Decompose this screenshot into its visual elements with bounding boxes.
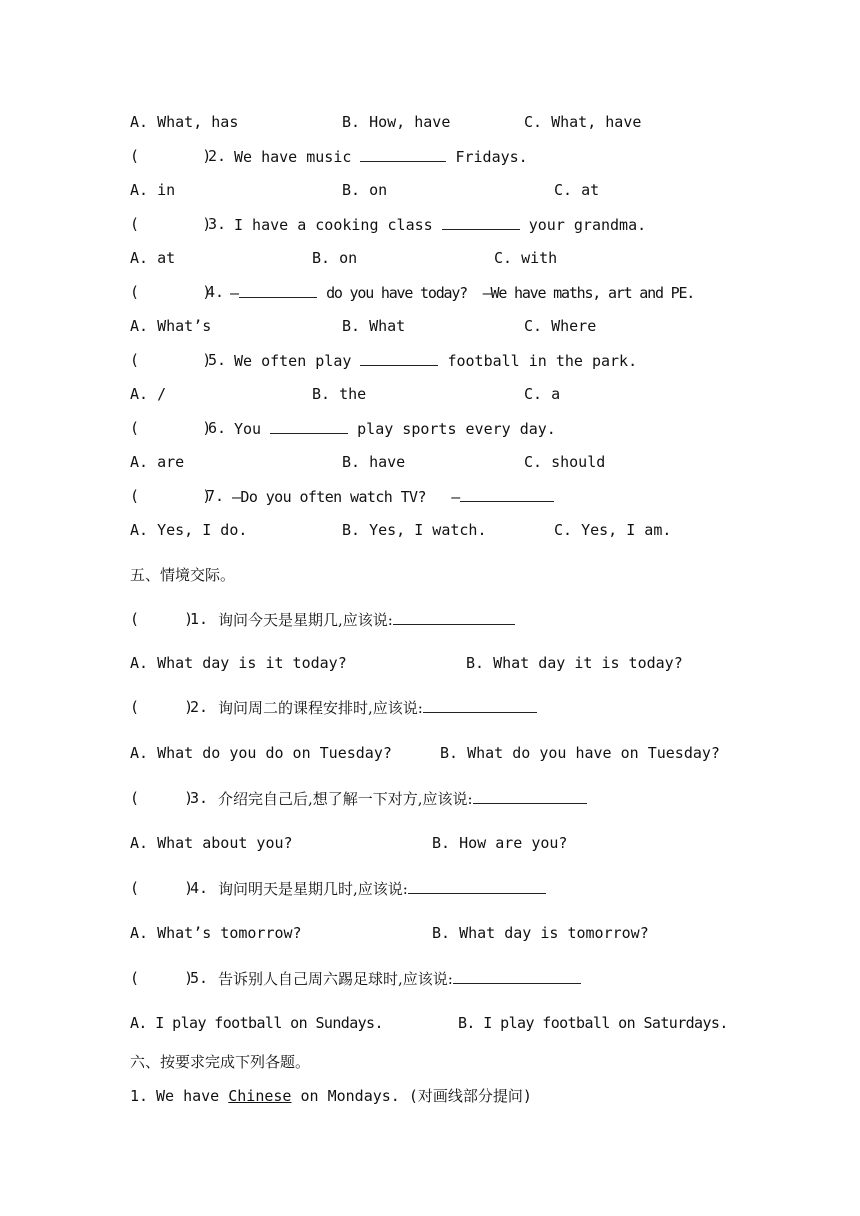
prompt: 介绍完自己后,想了解一下对方,应该说: [218, 788, 587, 809]
option-a: A. are [130, 453, 185, 471]
option-a: A. in [130, 181, 176, 199]
question-number: 1. [130, 1087, 149, 1105]
option-a: A. at [130, 249, 176, 267]
question-number: 3. [208, 215, 227, 233]
blank[interactable] [442, 214, 520, 230]
answer-paren[interactable]: ( ) [130, 879, 194, 897]
option-c: C. What, have [524, 113, 642, 131]
option-b: B. What do you have on Tuesday? [440, 744, 720, 762]
option-a: A. What day is it today? [130, 654, 347, 672]
option-a: A. What’s [130, 317, 212, 335]
question-number: 5. [190, 969, 209, 987]
question-text: I have a cooking class your grandma. [234, 216, 647, 234]
blank[interactable] [270, 418, 348, 434]
answer-paren[interactable]: ( ) [130, 789, 194, 807]
prompt: 询问今天是星期几,应该说: [218, 609, 515, 630]
option-a: A. What about you? [130, 834, 293, 852]
option-b: B. Yes, I watch. [342, 521, 487, 539]
question-number: 6. [208, 419, 227, 437]
option-b: B. What [342, 317, 406, 335]
blank[interactable] [360, 146, 446, 162]
blank[interactable] [423, 697, 537, 713]
question-text: You play sports every day. [234, 420, 556, 438]
section-6-heading: 六、按要求完成下列各题。 [130, 1053, 311, 1071]
task-1 [130, 1086, 532, 1146]
option-b: B. How are you? [432, 834, 568, 852]
underlined-word: Chinese [228, 1087, 292, 1105]
option-c: C. Where [524, 317, 597, 335]
blank[interactable] [453, 968, 581, 984]
answer-paren[interactable]: ( ) [130, 610, 194, 628]
option-c: C. with [494, 249, 558, 267]
question-text: — do you have today? —We have maths, art and PE. [230, 284, 695, 302]
option-b: B. What day it is today? [466, 654, 683, 672]
option-c: C. at [554, 181, 600, 199]
option-b: B. have [342, 453, 406, 471]
answer-paren[interactable]: ( ) [130, 698, 194, 716]
option-b: B. I play football on Saturdays. [458, 1014, 728, 1032]
option-c: C. a [524, 385, 561, 403]
question-number: 7. [206, 487, 225, 505]
question-text: We have music Fridays. [234, 148, 528, 166]
question-number: 4. [190, 879, 209, 897]
task-text: We have Chinese on Mondays. (对画线部分提问) [156, 1087, 532, 1105]
blank[interactable] [460, 486, 554, 502]
option-a: A. / [130, 385, 167, 403]
option-a: A. I play football on Sundays. [130, 1014, 383, 1032]
answer-paren[interactable]: ( ) [130, 487, 212, 505]
answer-paren[interactable]: ( ) [130, 215, 212, 233]
option-b: B. How, have [342, 113, 451, 131]
option-c: C. should [524, 453, 606, 471]
answer-paren[interactable]: ( ) [130, 283, 212, 301]
answer-paren[interactable]: ( ) [130, 969, 194, 987]
prompt: 询问周二的课程安排时,应该说: [218, 697, 537, 718]
blank[interactable] [239, 282, 317, 298]
option-c: C. Yes, I am. [554, 521, 672, 539]
option-b: B. the [312, 385, 367, 403]
blank[interactable] [408, 878, 546, 894]
option-a: A. What’s tomorrow? [130, 924, 302, 942]
answer-paren[interactable]: ( ) [130, 147, 212, 165]
question-number: 1. [190, 610, 209, 628]
option-b: B. on [312, 249, 358, 267]
question-number: 3. [190, 789, 209, 807]
option-b: B. What day is tomorrow? [432, 924, 649, 942]
answer-paren[interactable]: ( ) [130, 351, 212, 369]
answer-paren[interactable]: ( ) [130, 419, 212, 437]
section-5-heading: 五、情境交际。 [130, 566, 236, 584]
option-a: A. Yes, I do. [130, 521, 248, 539]
question-number: 2. [208, 147, 227, 165]
option-b: B. on [342, 181, 388, 199]
question-number: 4. [206, 283, 225, 301]
prompt: 询问明天是星期几时,应该说: [218, 878, 546, 899]
option-a: A. What do you do on Tuesday? [130, 744, 392, 762]
option-a: A. What, has [130, 113, 239, 131]
blank[interactable] [393, 609, 515, 625]
question-number: 2. [190, 698, 209, 716]
blank[interactable] [473, 788, 587, 804]
prompt: 告诉别人自己周六踢足球时,应该说: [218, 968, 581, 989]
question-text: We often play football in the park. [234, 352, 638, 370]
question-number: 5. [208, 351, 227, 369]
blank[interactable] [360, 350, 438, 366]
question-text: —Do you often watch TV? — [232, 486, 554, 507]
